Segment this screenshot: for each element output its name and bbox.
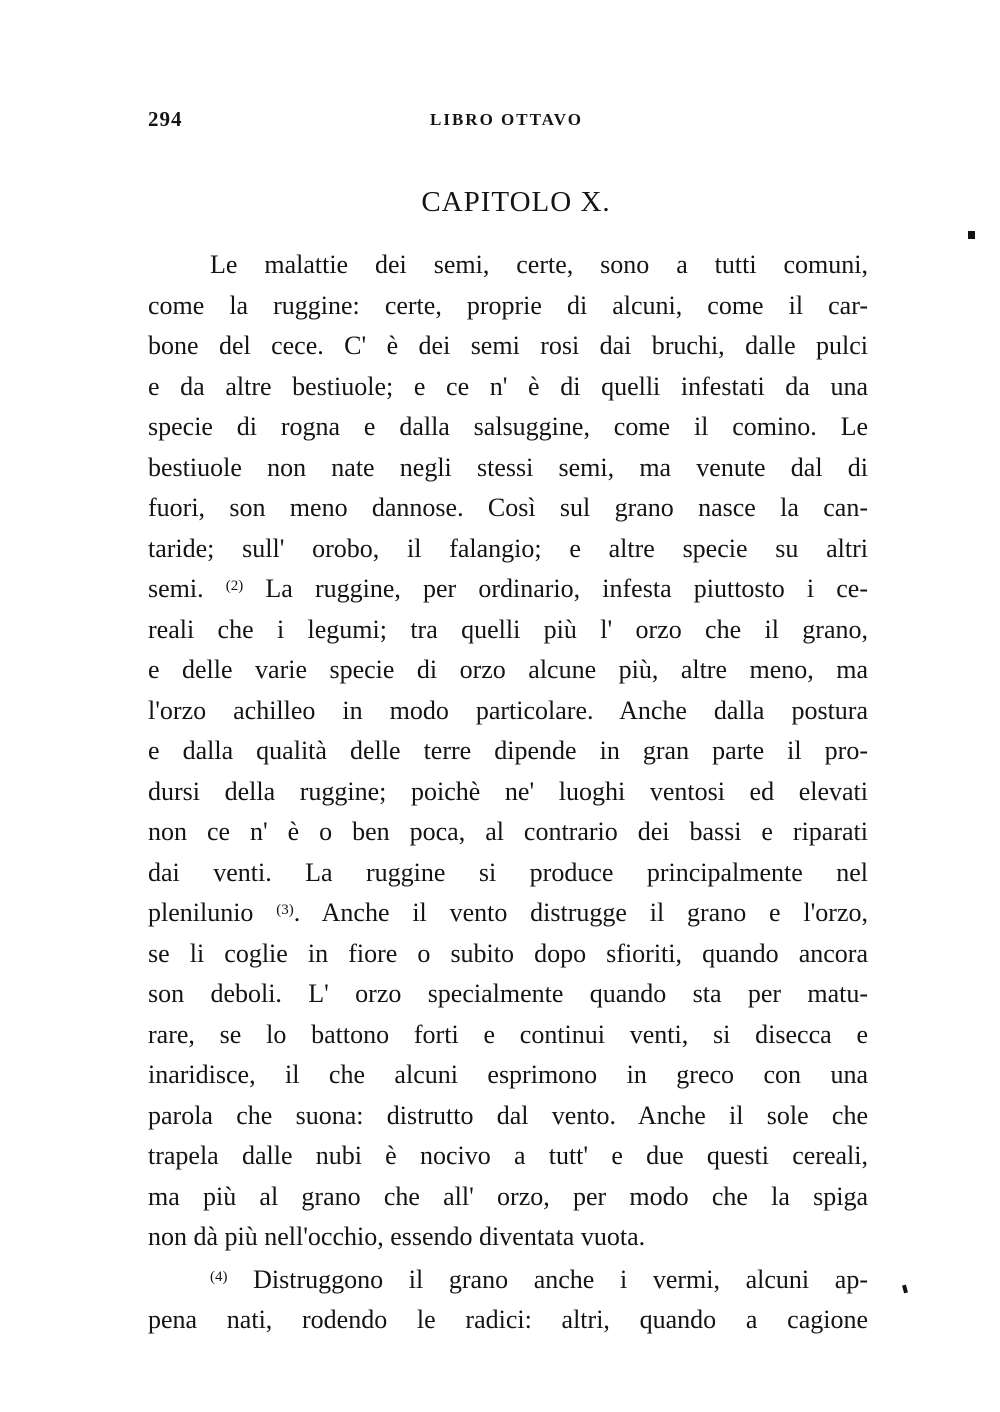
footnote-marker: (2) [225,578,244,594]
text-line: $^{(4)}$ Distruggono il grano anche i vermi, alcuni ap- [210,1264,868,1294]
text-line: bone del cece. C' è dei semi rosi dai bruchi, dalle pulci [148,331,868,360]
text-line: ma più al grano che all' orzo, per modo che la spiga [148,1181,868,1211]
text-line: trapela dalle nubi è nocivo a tutt' e due questi cereali, [148,1141,868,1170]
text-line: se li coglie in fiore o subito dopo sfioriti, quando ancora [148,938,868,968]
print-speck [968,231,975,239]
text-line: specie di rogna e dalla salsuggine, come il comino. Le [148,412,868,441]
text-line: dursi della ruggine; poichè ne' luoghi ventosi ed elevati [148,776,868,806]
text-line: l'orzo achilleo in modo particolare. Anche dalla postura [148,695,868,725]
text-line: parola che suona: distrutto dal vento. Anche il sole che [148,1100,868,1130]
body-text [148,245,868,1341]
text-line: e da altre bestiuole; e ce n' è di quelli infestati da una [148,371,868,401]
text-line: plenilunio $^{(3)}$. Anche il vento distrugge il grano e l'orzo, [148,898,868,927]
text-line: fuori, son meno dannose. Così sul grano nasce la can- [148,493,868,522]
text-line: come la ruggine: certe, proprie di alcuni, come il car- [148,290,868,320]
footnote-marker: (3) [276,902,294,918]
text-line: pena nati, rodendo le radici: altri, quando a cagione [148,1305,868,1334]
text-line: bestiuole non nate negli stessi semi, ma venute dal di [148,452,868,482]
text-line: inaridisce, il che alcuni esprimono in greco con una [148,1060,868,1089]
page-header [148,107,868,143]
text-line: non ce n' è o ben poca, al contrario dei bassi e riparati [148,817,868,846]
footnote-marker: (4) [210,1268,228,1285]
page-number: 294 [148,107,183,131]
text-line: dai venti. La ruggine si produce principalmente nel [148,857,868,887]
chapter-title: CAPITOLO X. [421,186,611,218]
text-line: e delle varie specie di orzo alcune più, altre meno, ma [148,655,868,684]
text-line: son deboli. L' orzo specialmente quando sta per matu- [148,979,868,1008]
print-speck [902,1285,908,1294]
text-line: semi. $^{(2)}$ La ruggine, per ordinario, infesta piuttosto i ce- [148,574,868,603]
text-line: non dà più nell'occhio, essendo diventata vuota. [148,1222,646,1251]
text-line: reali che i legumi; tra quelli più l' orzo che il grano, [148,614,868,644]
text-line: rare, se lo battono forti e continui venti, si disecca e [148,1019,868,1049]
text-line: e dalla qualità delle terre dipende in gran parte il pro- [148,736,868,765]
text-line: taride; sull' orobo, il falangio; e altre specie su altri [148,533,868,563]
text-line: Le malattie dei semi, certe, sono a tutti comuni, [210,250,868,279]
running-head: LIBRO OTTAVO [430,110,583,129]
